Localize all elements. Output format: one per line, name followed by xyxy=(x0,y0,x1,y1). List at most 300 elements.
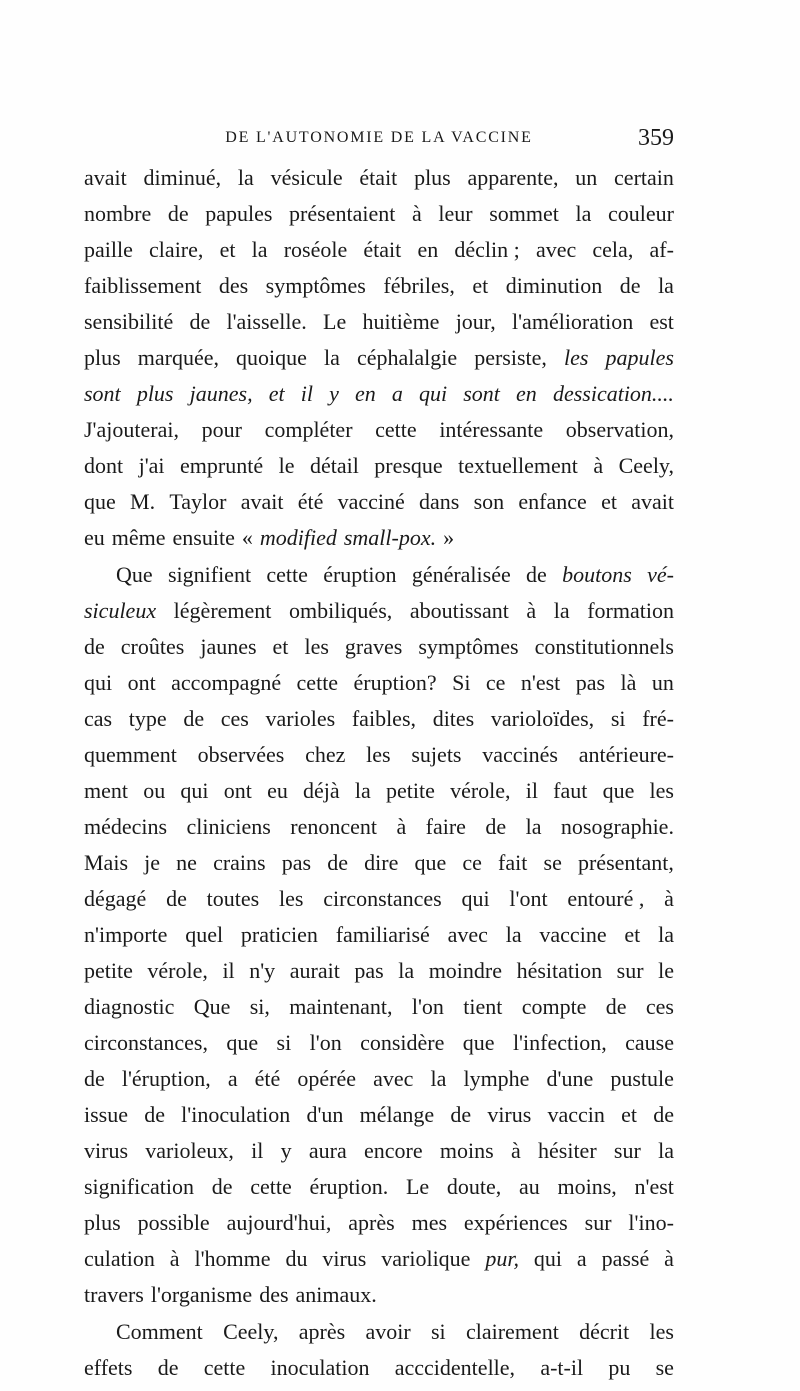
word: n'importe xyxy=(84,921,168,947)
word: vaccinés xyxy=(482,741,558,767)
word: pas xyxy=(354,958,384,984)
word: du xyxy=(285,1246,308,1272)
word: Taylor xyxy=(169,489,227,515)
word: d'une xyxy=(546,1066,594,1092)
word: vaccin xyxy=(547,1102,605,1128)
word: signification xyxy=(84,1174,194,1200)
word: Que xyxy=(193,994,231,1020)
word: nombre xyxy=(84,201,152,227)
word: pour xyxy=(201,417,242,443)
word: siculeux xyxy=(84,597,157,623)
word: l'ino- xyxy=(628,1210,674,1236)
word: aura xyxy=(308,1138,347,1164)
word: la xyxy=(237,165,254,190)
word: ment xyxy=(84,777,128,803)
word: faut xyxy=(553,777,588,803)
word: a xyxy=(576,1246,587,1272)
word: compte xyxy=(521,994,587,1020)
word: petite xyxy=(385,777,435,803)
word: af- xyxy=(649,237,674,263)
word: culation xyxy=(84,1246,155,1272)
word: Comment xyxy=(116,1318,203,1344)
word: Le xyxy=(405,1174,430,1200)
word: diminué, xyxy=(143,165,222,190)
word: diagnostic xyxy=(84,994,175,1020)
word: dire xyxy=(364,849,399,875)
word: et xyxy=(624,921,641,947)
word: à xyxy=(526,597,537,623)
word: si xyxy=(610,705,626,731)
word: ces xyxy=(645,994,674,1020)
word: persiste, xyxy=(474,345,547,371)
word: doute, xyxy=(446,1174,502,1200)
word: la xyxy=(251,237,268,263)
word: dégagé xyxy=(84,885,147,911)
word: clairement xyxy=(465,1318,559,1344)
word: ensuite xyxy=(172,525,235,551)
text-line xyxy=(84,376,674,412)
word: il xyxy=(251,1138,264,1164)
word: cette xyxy=(375,417,417,443)
word: aboutissant xyxy=(409,597,509,623)
word: entouré , xyxy=(567,885,645,911)
word: mélange xyxy=(359,1102,435,1128)
word: généralisée xyxy=(411,561,511,587)
word: intéressante xyxy=(439,417,544,443)
word: et xyxy=(268,381,285,407)
text-line xyxy=(84,881,674,917)
word: cette xyxy=(203,1354,246,1380)
word: couleur xyxy=(608,201,674,227)
word: il xyxy=(300,381,313,407)
word: en xyxy=(516,381,537,407)
word: qui xyxy=(533,1246,563,1272)
word: virus xyxy=(322,1246,367,1272)
word: M. xyxy=(130,489,156,515)
word: de xyxy=(84,1066,105,1092)
word: considère xyxy=(360,1030,445,1056)
page-number: 359 xyxy=(638,125,674,151)
word: l'aisselle. xyxy=(226,309,307,335)
word: symptômes xyxy=(418,633,519,659)
word: de xyxy=(211,1174,233,1200)
word: jour, xyxy=(455,309,496,335)
word: cette xyxy=(296,669,339,695)
text-line xyxy=(84,1061,674,1097)
word: céphalalgie xyxy=(356,345,458,371)
text-line xyxy=(84,160,674,196)
word: mes xyxy=(411,1210,448,1236)
word: de xyxy=(526,561,547,587)
word: plus xyxy=(84,345,121,371)
word: en xyxy=(417,237,439,263)
text-line xyxy=(84,448,674,484)
word: leur xyxy=(438,201,473,227)
text-line xyxy=(84,520,674,556)
word: n'y xyxy=(249,958,276,984)
word: au xyxy=(519,1174,540,1200)
word: les xyxy=(649,1318,674,1344)
word: des xyxy=(259,1282,289,1308)
text-line xyxy=(84,268,674,304)
word: praticien xyxy=(240,921,318,947)
word: animaux. xyxy=(295,1282,377,1308)
word: n'est xyxy=(520,669,561,695)
word: acccidentelle, xyxy=(394,1354,516,1380)
word: plus xyxy=(84,1210,121,1236)
word: aurait xyxy=(289,958,340,984)
word: et xyxy=(601,489,617,515)
word: variolique xyxy=(381,1246,471,1272)
word: vaccine xyxy=(539,921,607,947)
word: les xyxy=(366,741,391,767)
word: circonstances, xyxy=(84,1030,208,1056)
word: graves xyxy=(344,633,403,659)
word: à xyxy=(396,813,407,839)
word: se xyxy=(543,849,562,875)
word: ce xyxy=(462,849,482,875)
text-line xyxy=(84,1205,674,1241)
word: fébriles, xyxy=(383,273,455,299)
word: de xyxy=(144,1102,165,1128)
word: Ceely, xyxy=(223,1318,279,1344)
word: dans xyxy=(419,489,460,515)
word: familiarisé xyxy=(335,921,430,947)
word: avait xyxy=(631,489,674,515)
word: sur xyxy=(616,958,644,984)
word: y xyxy=(329,381,339,407)
word: dessication.... xyxy=(552,381,674,407)
word: que xyxy=(602,777,635,803)
word: qui xyxy=(461,885,490,911)
word: toutes xyxy=(206,885,260,911)
word: antérieure- xyxy=(578,741,674,767)
text-line xyxy=(84,484,674,520)
word: de xyxy=(605,994,627,1020)
word: travers xyxy=(84,1282,144,1308)
word: les xyxy=(649,777,674,803)
word: la xyxy=(658,1138,674,1164)
word: la xyxy=(430,1066,447,1092)
text-line xyxy=(84,232,674,268)
word: y xyxy=(280,1138,292,1164)
word: de xyxy=(327,849,348,875)
word: jaunes xyxy=(200,633,257,659)
word: et xyxy=(219,237,236,263)
word: lymphe xyxy=(463,1066,530,1092)
word: roséole xyxy=(283,237,348,263)
word: sont xyxy=(84,381,121,407)
word: papules xyxy=(605,345,674,371)
word: à xyxy=(664,1246,674,1272)
word: à xyxy=(664,885,674,911)
word: ont xyxy=(223,777,252,803)
word: avoir xyxy=(365,1318,411,1344)
word: cas xyxy=(84,705,113,731)
word: après xyxy=(348,1210,395,1236)
word: moindre xyxy=(428,958,503,984)
word: hésiter xyxy=(538,1138,597,1164)
text-line xyxy=(84,304,674,340)
word: et xyxy=(621,1102,638,1128)
text-line xyxy=(84,1241,674,1277)
word: passé xyxy=(601,1246,650,1272)
word: l'on xyxy=(309,1030,342,1056)
word: de xyxy=(167,201,189,227)
word: faiblissement xyxy=(84,273,202,299)
word: opérée xyxy=(297,1066,357,1092)
word: les xyxy=(563,345,589,371)
word: presque xyxy=(374,453,443,479)
word: les xyxy=(278,885,304,911)
word: la xyxy=(324,345,340,371)
word: « xyxy=(241,525,253,551)
word: été xyxy=(297,489,324,515)
word: que xyxy=(462,1030,495,1056)
word: varioloïdes, xyxy=(490,705,595,731)
word: apparente, xyxy=(467,165,559,190)
word: sujets xyxy=(411,741,462,767)
text-line xyxy=(84,1133,674,1169)
word: l'homme xyxy=(194,1246,271,1272)
word: là xyxy=(620,669,637,695)
text-line xyxy=(84,845,674,881)
word: compléter xyxy=(264,417,353,443)
word: l'inoculation xyxy=(181,1102,291,1128)
word: est xyxy=(649,309,674,335)
word: que xyxy=(84,489,116,515)
word: la xyxy=(553,597,570,623)
word: vérole, xyxy=(147,958,208,984)
word: présentaient xyxy=(289,201,396,227)
word: qui xyxy=(418,381,448,407)
word: qui xyxy=(84,669,113,695)
word: n'est xyxy=(634,1174,674,1200)
word: Le xyxy=(323,309,347,335)
word: dites xyxy=(432,705,475,731)
text-line xyxy=(84,737,674,773)
word: faibles, xyxy=(351,705,417,731)
word: l'on xyxy=(411,994,444,1020)
word: la xyxy=(525,813,542,839)
word: Mais xyxy=(84,849,128,875)
word: boutons xyxy=(562,561,632,587)
word: sur xyxy=(584,1210,612,1236)
word: expériences xyxy=(463,1210,568,1236)
word: cause xyxy=(625,1030,674,1056)
word: croûtes xyxy=(120,633,185,659)
word: effets xyxy=(84,1354,133,1380)
word: moins xyxy=(439,1138,494,1164)
word: la xyxy=(398,958,415,984)
word: cette xyxy=(250,1174,292,1200)
word: avait xyxy=(240,489,284,515)
word: et xyxy=(272,633,289,659)
text-line xyxy=(84,557,674,593)
word: sensibilité xyxy=(84,309,174,335)
word: fait xyxy=(498,849,528,875)
word: déjà xyxy=(303,777,340,803)
word: pustule xyxy=(610,1066,674,1092)
word: renoncent xyxy=(290,813,378,839)
text-line xyxy=(84,1314,674,1350)
word: si, xyxy=(249,994,270,1020)
word: décrit xyxy=(579,1318,630,1344)
word: dont xyxy=(84,453,124,479)
text-line xyxy=(84,1277,674,1313)
word: était xyxy=(359,165,398,190)
word: avec xyxy=(535,237,577,263)
word: observation, xyxy=(565,417,674,443)
word: quel xyxy=(185,921,224,947)
word: fré- xyxy=(642,705,674,731)
word: de xyxy=(189,309,211,335)
word: plus xyxy=(136,381,174,407)
word: huitième xyxy=(362,309,440,335)
word: certain xyxy=(614,165,674,190)
word: détail xyxy=(309,453,359,479)
word: aujourd'hui, xyxy=(226,1210,332,1236)
word: » xyxy=(443,525,455,551)
word: l'organisme xyxy=(150,1282,253,1308)
word: pur, xyxy=(485,1246,519,1272)
word: éruption. xyxy=(309,1174,389,1200)
word: ou xyxy=(143,777,166,803)
word: que xyxy=(226,1030,259,1056)
word: les xyxy=(304,633,329,659)
word: vésicule xyxy=(270,165,343,190)
word: varioleux, xyxy=(145,1138,234,1164)
word: si xyxy=(430,1318,446,1344)
word: signifient xyxy=(167,561,252,587)
text-line xyxy=(84,809,674,845)
word: de xyxy=(485,813,507,839)
word: la xyxy=(658,273,674,299)
word: pu xyxy=(608,1354,631,1380)
word: hésitation xyxy=(516,958,603,984)
word: de xyxy=(183,705,205,731)
word: observées xyxy=(197,741,285,767)
text-line xyxy=(84,196,674,232)
word: formation xyxy=(587,597,674,623)
text-line xyxy=(84,953,674,989)
word: sont xyxy=(463,381,500,407)
word: emprunté xyxy=(180,453,264,479)
word: d'un xyxy=(306,1102,344,1128)
word: Si xyxy=(452,669,471,695)
word: je xyxy=(144,849,161,875)
word: la xyxy=(505,921,522,947)
word: papules xyxy=(205,201,273,227)
word: de xyxy=(157,1354,179,1380)
word: quemment xyxy=(84,741,177,767)
running-title: DE L'AUTONOMIE DE LA VACCINE xyxy=(225,129,533,146)
word: si xyxy=(276,1030,292,1056)
word: issue xyxy=(84,1102,128,1128)
word: légèrement xyxy=(173,597,272,623)
word: crains xyxy=(213,849,266,875)
word: vé- xyxy=(647,561,674,587)
word: virus xyxy=(84,1138,128,1164)
word: à xyxy=(593,453,604,479)
word: de xyxy=(84,633,105,659)
word: symptômes xyxy=(265,273,366,299)
word: avait xyxy=(84,165,127,190)
word: j'ai xyxy=(138,453,165,479)
word: cliniciens xyxy=(186,813,271,839)
word: possible xyxy=(137,1210,210,1236)
word: tient xyxy=(463,994,503,1020)
word: pas xyxy=(281,849,312,875)
word: de xyxy=(166,885,187,911)
word: éruption? xyxy=(353,669,437,695)
word: claire, xyxy=(149,237,204,263)
word: maintenant, xyxy=(289,994,393,1020)
word: il xyxy=(525,777,538,803)
word: J'ajouterai, xyxy=(84,417,179,443)
word: été xyxy=(254,1066,281,1092)
word: la xyxy=(658,921,674,947)
word: à xyxy=(169,1246,180,1272)
word: quoique xyxy=(236,345,307,371)
word: l'amélioration xyxy=(511,309,634,335)
text-line xyxy=(84,629,674,665)
word: constitutionnels xyxy=(534,633,674,659)
word: à xyxy=(510,1138,521,1164)
word: des xyxy=(218,273,249,299)
word: moins, xyxy=(557,1174,617,1200)
word: nosographie. xyxy=(560,813,674,839)
word: avec xyxy=(447,921,488,947)
word: small-pox. xyxy=(343,525,437,551)
word: plus xyxy=(414,165,451,190)
word: ne xyxy=(176,849,197,875)
word: cela, xyxy=(592,237,634,263)
word: ombiliqués, xyxy=(288,597,393,623)
text-line xyxy=(84,1025,674,1061)
word: même xyxy=(111,525,166,551)
word: inoculation xyxy=(270,1354,370,1380)
word: la xyxy=(354,777,371,803)
word: modified xyxy=(259,525,337,551)
text-line xyxy=(84,917,674,953)
word: l'ont xyxy=(509,885,548,911)
text-line xyxy=(84,1350,674,1386)
word: à xyxy=(411,201,422,227)
word: type xyxy=(128,705,167,731)
word: de xyxy=(619,273,641,299)
text-line xyxy=(84,701,674,737)
running-head xyxy=(84,125,674,155)
word: vacciné xyxy=(337,489,405,515)
word: avec xyxy=(373,1066,414,1092)
word: ont xyxy=(127,669,156,695)
body-text xyxy=(84,160,674,1386)
word: éruption xyxy=(323,561,397,587)
word: petite xyxy=(84,958,133,984)
word: encore xyxy=(364,1138,423,1164)
word: il xyxy=(222,958,235,984)
word: que xyxy=(414,849,447,875)
word: la xyxy=(575,201,592,227)
word: pas xyxy=(575,669,606,695)
word: ces xyxy=(220,705,249,731)
word: a xyxy=(391,381,403,407)
word: eu xyxy=(84,525,105,551)
word: a-t-il xyxy=(540,1354,584,1380)
word: en xyxy=(354,381,376,407)
word: jaunes, xyxy=(189,381,253,407)
